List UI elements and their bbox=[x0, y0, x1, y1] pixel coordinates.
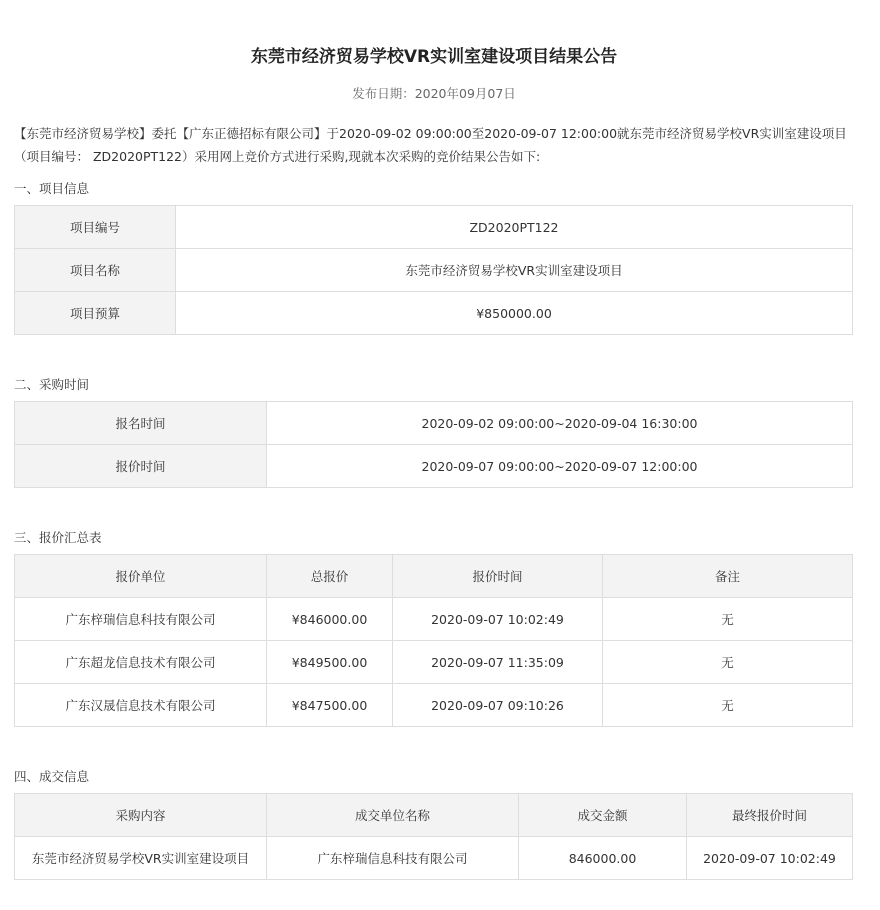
table-row bbox=[15, 445, 853, 488]
section-heading-purchase-time: 二、采购时间 bbox=[14, 377, 90, 392]
publish-date: 发布日期：2020年09月07日 bbox=[352, 86, 516, 101]
section-heading-deal-info: 四、成交信息 bbox=[14, 769, 90, 784]
quote-time-label: 报价时间 bbox=[15, 445, 267, 488]
page-title: 东莞市经济贸易学校VR实训室建设项目结果公告 bbox=[250, 47, 618, 67]
registration-time-label: 报名时间 bbox=[15, 402, 267, 445]
column-header: 成交单位名称 bbox=[267, 794, 519, 837]
project-info-table bbox=[14, 205, 853, 335]
table-row bbox=[15, 837, 853, 880]
deal-company: 广东梓瑞信息科技有限公司 bbox=[267, 837, 519, 880]
quote-company: 广东梓瑞信息科技有限公司 bbox=[15, 598, 267, 641]
table-header-row bbox=[15, 794, 853, 837]
table-row bbox=[15, 641, 853, 684]
column-header: 总报价 bbox=[267, 555, 393, 598]
table-row bbox=[15, 292, 853, 335]
column-header: 最终报价时间 bbox=[687, 794, 853, 837]
deal-amount: 846000.00 bbox=[519, 837, 687, 880]
table-row bbox=[15, 206, 853, 249]
section-heading-quote-summary: 三、报价汇总表 bbox=[14, 530, 102, 545]
deal-info-table bbox=[14, 793, 853, 880]
quote-amount: ¥849500.00 bbox=[267, 641, 393, 684]
quote-remark: 无 bbox=[603, 684, 853, 727]
quote-summary-table bbox=[14, 554, 853, 727]
quote-remark: 无 bbox=[603, 598, 853, 641]
project-number-label: 项目编号 bbox=[15, 206, 176, 249]
project-budget-label: 项目预算 bbox=[15, 292, 176, 335]
project-name-label: 项目名称 bbox=[15, 249, 176, 292]
purchase-time-table bbox=[14, 401, 853, 488]
table-row bbox=[15, 402, 853, 445]
quote-time: 2020-09-07 10:02:49 bbox=[393, 598, 603, 641]
quote-time: 2020-09-07 11:35:09 bbox=[393, 641, 603, 684]
column-header: 采购内容 bbox=[15, 794, 267, 837]
column-header: 备注 bbox=[603, 555, 853, 598]
quote-company: 广东汉晟信息技术有限公司 bbox=[15, 684, 267, 727]
table-header-row bbox=[15, 555, 853, 598]
project-number-value: ZD2020PT122 bbox=[176, 206, 853, 249]
intro-paragraph: 【东莞市经济贸易学校】委托【广东正德招标有限公司】于2020-09-02 09:00:00至2020-09-07 12:00:00就东莞市经济贸易学校VR实训室建设项目（项目编号： ZD2020PT122）采用网上竞价方式进行采购,现就本次采购的竞价结果公告如下: bbox=[14, 126, 847, 164]
column-header: 报价时间 bbox=[393, 555, 603, 598]
table-row bbox=[15, 249, 853, 292]
quote-amount: ¥847500.00 bbox=[267, 684, 393, 727]
quote-remark: 无 bbox=[603, 641, 853, 684]
table-row bbox=[15, 684, 853, 727]
deal-final-time: 2020-09-07 10:02:49 bbox=[687, 837, 853, 880]
column-header: 报价单位 bbox=[15, 555, 267, 598]
project-budget-value: ¥850000.00 bbox=[176, 292, 853, 335]
project-name-value: 东莞市经济贸易学校VR实训室建设项目 bbox=[176, 249, 853, 292]
table-row bbox=[15, 598, 853, 641]
registration-time-value: 2020-09-02 09:00:00~2020-09-04 16:30:00 bbox=[267, 402, 853, 445]
column-header: 成交金额 bbox=[519, 794, 687, 837]
quote-company: 广东超龙信息技术有限公司 bbox=[15, 641, 267, 684]
quote-time-value: 2020-09-07 09:00:00~2020-09-07 12:00:00 bbox=[267, 445, 853, 488]
section-heading-project-info: 一、项目信息 bbox=[14, 181, 90, 196]
deal-content: 东莞市经济贸易学校VR实训室建设项目 bbox=[15, 837, 267, 880]
quote-amount: ¥846000.00 bbox=[267, 598, 393, 641]
quote-time: 2020-09-07 09:10:26 bbox=[393, 684, 603, 727]
